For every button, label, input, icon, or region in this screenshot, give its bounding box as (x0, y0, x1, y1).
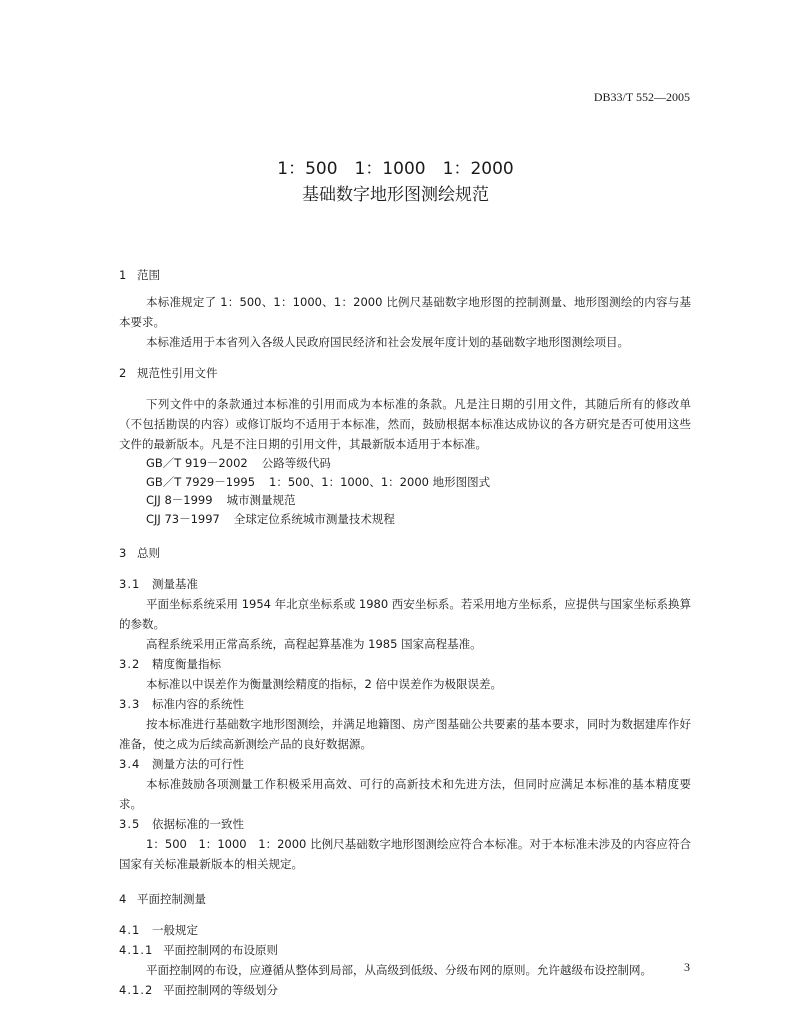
paragraph: 高程系统采用正常高系统，高程起算基准为 1985 国家高程基准。 (146, 637, 482, 651)
reference-code: CJJ 8－1999 (146, 493, 213, 507)
subsection-number: 3.4 (119, 757, 141, 771)
reference-code: GB／T 7929－1995 (146, 474, 256, 489)
paragraph: 下列文件中的条款通过本标准的引用而成为本标准的条款。凡是注日期的引用文件，其随后所有的修改单（不包括勘误的内容）或修订版均不适用于本标准，然而，鼓励根据本标准达成协议的各方研究是否可使用这些文件的最新版本。凡是不注日期的引用文件，其最新版本适用于本标准。 (119, 397, 691, 451)
subsection-3-4-heading (119, 754, 691, 774)
reference-code: GB／T 919－2002 (146, 456, 248, 470)
reference-item (119, 491, 691, 510)
reference-title: 1：500、1：1000、1：2000 地形图图式 (269, 474, 491, 489)
subsection-number: 3.2 (119, 657, 141, 671)
section-number: 2 (119, 366, 127, 380)
section-4-heading (119, 890, 691, 908)
section-1-heading (119, 266, 691, 284)
reference-title: 公路等级代码 (261, 456, 331, 470)
reference-item (119, 473, 691, 492)
subsection-title: 平面控制网的等级划分 (163, 983, 278, 997)
paragraph: 按本标准进行基础数字地形图测绘，并满足地籍图、房产图基础公共要素的基本要求，同时为数据建库作好准备，使之成为后续高新测绘产品的良好数据源。 (119, 717, 691, 751)
subsection-number: 3.3 (119, 697, 141, 711)
subsection-title: 平面控制网的布设原则 (163, 943, 278, 957)
reference-item (119, 510, 691, 529)
reference-code: CJJ 73－1997 (146, 511, 220, 526)
subsection-4-1-1-heading (119, 940, 691, 960)
section-number: 4 (119, 892, 127, 906)
section-title: 规范性引用文件 (137, 366, 218, 380)
section-number: 1 (119, 268, 127, 282)
paragraph: 本标准以中误差作为衡量测绘精度的指标，2 倍中误差作为极限误差。 (146, 677, 502, 691)
reference-title: 全球定位系统城市测量技术规程 (233, 511, 395, 526)
subsection-3-3-heading (119, 694, 691, 714)
paragraph: 平面坐标系统采用 1954 年北京坐标系或 1980 西安坐标系。若采用地方坐标系，应提供与国家坐标系换算的参数。 (119, 597, 691, 631)
subsection-title: 测量基准 (152, 577, 198, 591)
paragraph: 本标准规定了 1：500、1：1000、1：2000 比例尺基础数字地形图的控制测量、地形图测绘的内容与基本要求。 (119, 295, 691, 329)
subsection-title: 测量方法的可行性 (152, 757, 244, 771)
document-body (119, 266, 691, 1000)
subsection-number: 3.1 (119, 577, 141, 591)
subsection-number: 3.5 (119, 817, 141, 831)
section-title: 平面控制测量 (137, 892, 206, 906)
section-title: 范围 (137, 268, 160, 282)
paragraph: 本标准适用于本省列入各级人民政府国民经济和社会发展年度计划的基础数字地形图测绘项目。 (146, 335, 629, 349)
paragraph: 平面控制网的布设，应遵循从整体到局部，从高级到低级、分级布网的原则。允许越级布设控制网。 (146, 963, 652, 977)
reference-item (119, 454, 691, 473)
subsection-number: 4.1 (119, 923, 141, 937)
title-main: 基础数字地形图测绘规范 (302, 185, 489, 205)
section-2-heading (119, 364, 691, 382)
subsection-4-1-2-heading (119, 980, 691, 1000)
subsection-3-1-heading (119, 574, 691, 594)
section-3-heading (119, 544, 691, 562)
subsection-title: 标准内容的系统性 (152, 697, 244, 711)
subsection-4-1-heading (119, 920, 691, 940)
page-number: 3 (684, 960, 690, 974)
section-title: 总则 (137, 546, 160, 560)
subsection-title: 一般规定 (152, 923, 198, 937)
subsection-number: 4.1.2 (119, 983, 154, 997)
subsection-number: 4.1.1 (119, 943, 154, 957)
subsection-3-2-heading (119, 654, 691, 674)
title-scales: 1：500 1：1000 1：2000 (277, 159, 514, 179)
subsection-3-5-heading (119, 814, 691, 834)
paragraph: 1：500 1：1000 1：2000 比例尺基础数字地形图测绘应符合本标准。对于本标准未涉及的内容应符合国家有关标准最新版本的相关规定。 (119, 837, 691, 871)
section-number: 3 (119, 546, 127, 560)
subsection-title: 精度衡量指标 (152, 657, 221, 671)
standard-code: DB33/T 552—2005 (593, 90, 690, 104)
subsection-title: 依据标准的一致性 (152, 817, 244, 831)
paragraph: 本标准鼓励各项测量工作积极采用高效、可行的高新技术和先进方法，但同时应满足本标准的基本精度要求。 (119, 777, 691, 811)
reference-title: 城市测量规范 (226, 493, 296, 507)
